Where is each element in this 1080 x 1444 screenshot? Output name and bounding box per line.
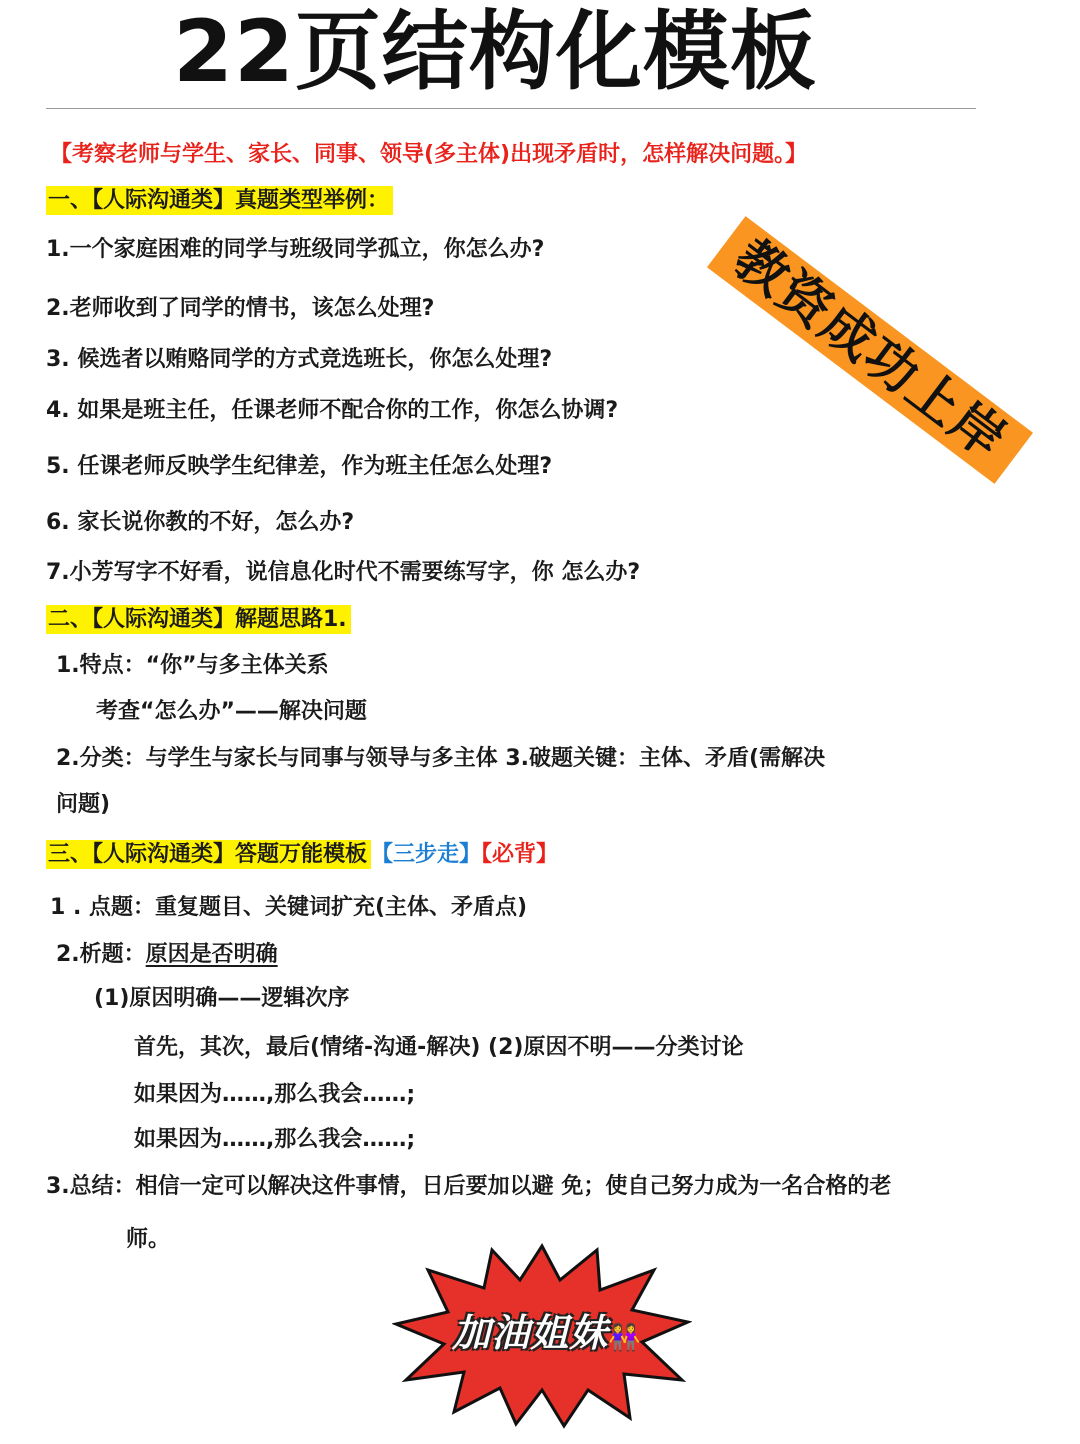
case-line: 如果因为……,那么我会……; [134,1127,416,1152]
three-steps-tag: 【三步走】 [371,842,482,867]
step2-underlined: 原因是否明确 [145,942,278,967]
page-title: 22页结构化模板 [173,2,817,102]
section2-classification: 2.分类：与学生与家长与同事与领导与多主体 3.破题关键：主体、矛盾(需解决 [56,746,826,771]
question-item: 6. 家长说你教的不好，怎么办? [46,510,355,535]
section2-feature: 1.特点：“你”与多主体关系 [56,653,329,678]
section2-heading-text: 二、【人际沟通类】解题思路1. [46,605,351,634]
step3-line: 3.总结：相信一定可以解决这件事情，日后要加以避 免；使自己努力成为一名合格的老 [46,1174,892,1199]
case-line: 如果因为……,那么我会……; [134,1082,416,1107]
cheer-badge [392,1240,692,1430]
sisters-icon: 👭 [608,1323,642,1353]
success-stamp: 教资成功上岸 [707,216,1033,484]
section2-heading [46,605,351,635]
question-item: 1.一个家庭困难的同学与班级同学孤立，你怎么办? [46,237,545,262]
title-divider [46,108,976,109]
cause-clear-detail: 首先，其次，最后(情绪-沟通-解决) (2)原因不明——分类讨论 [134,1035,744,1060]
step3-line-cont: 师。 [126,1227,171,1252]
cause-clear-line: (1)原因明确——逻辑次序 [94,986,350,1011]
section3-heading-text: 三、【人际沟通类】答题万能模板 [46,840,371,869]
cheer-label: 加油姐妹 [452,1311,609,1355]
question-item: 7.小芳写字不好看，说信息化时代不需要练写字，你 怎么办? [46,560,641,585]
question-item: 2.老师收到了同学的情书，该怎么处理? [46,296,435,321]
intro-subtitle: 【考察老师与学生、家长、同事、领导(多主体)出现矛盾时，怎样解决问题。】 [50,142,808,167]
step1-line: 1 . 点题：重复题目、关键词扩充(主体、矛盾点) [50,895,528,920]
question-item: 5. 任课老师反映学生纪律差，作为班主任怎么处理? [46,454,553,479]
step2-prefix: 2.析题： [56,942,146,967]
section2-classification-cont: 问题) [56,792,111,817]
section1-heading-text: 一、【人际沟通类】真题类型举例： [46,186,393,215]
question-item: 4. 如果是班主任，任课老师不配合你的工作，你怎么协调? [46,398,619,423]
section2-feature-detail: 考查“怎么办”——解决问题 [96,699,367,724]
cheer-text [422,1302,672,1357]
question-item: 3. 候选者以贿赂同学的方式竞选班长，你怎么处理? [46,347,553,372]
section3-heading [46,840,558,870]
must-memorize-tag: 【必背】 [481,842,559,867]
section1-heading [46,186,393,216]
step2-line [56,940,278,970]
